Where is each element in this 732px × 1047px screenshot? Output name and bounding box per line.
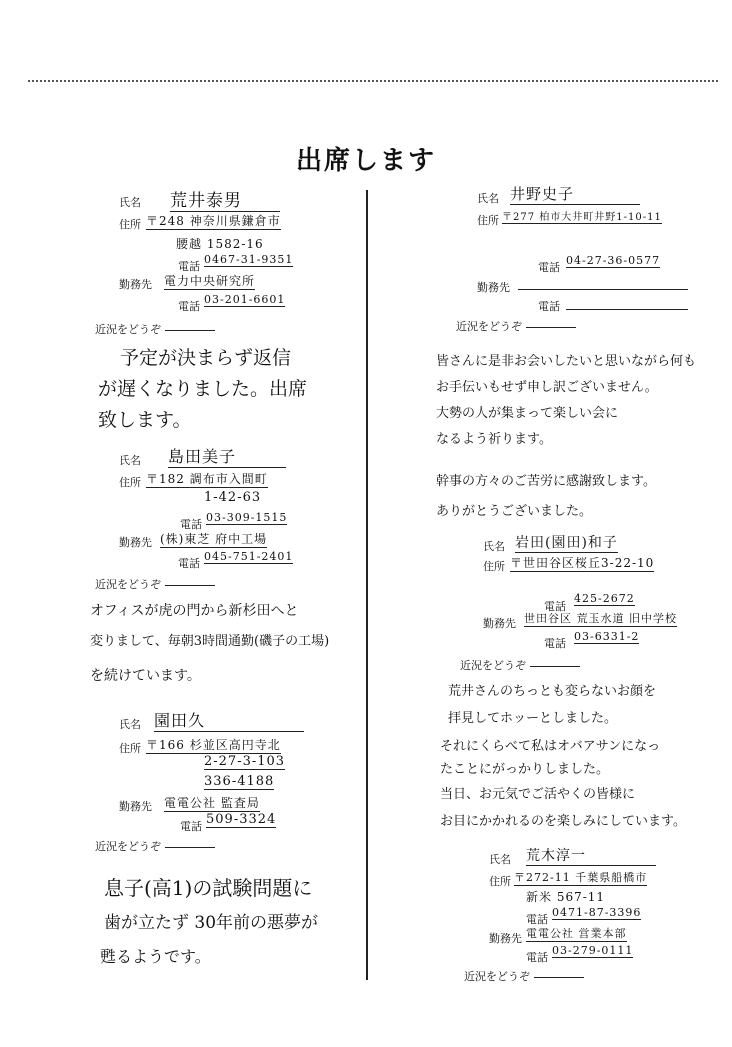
phone-label: 電話 (178, 260, 200, 273)
address-label: 住所 (483, 560, 505, 573)
message-line: 息子(高1)の試験問題に (104, 876, 313, 900)
phone-value: 0471-87-3396 (552, 906, 642, 919)
phone-label: 電話 (526, 913, 548, 926)
work-phone-value: 03-201-6601 (204, 293, 286, 306)
address-line-2: 腰越 1582-16 (176, 237, 264, 251)
phone-value: 03-309-1515 (206, 511, 288, 524)
message-line: 拝見してホッーとしました。 (448, 711, 618, 726)
work-label: 勤務先 (477, 281, 510, 294)
message-line: お手伝いもせず申し訳ございません。 (436, 380, 658, 395)
message-line: ありがとうございました。 (436, 504, 593, 519)
name-label: 氏名 (489, 853, 511, 866)
work-value (518, 276, 688, 290)
message-line: 予定が決まらず返信 (120, 347, 292, 369)
message-line: それにくらべて私はオバアサンになっ (440, 739, 661, 754)
name-value: 島田美子 (168, 444, 286, 468)
name-value: 荒木淳一 (526, 845, 656, 866)
recent-label: 近況をどうぞ (460, 657, 580, 673)
work-label: 勤務先 (483, 617, 516, 630)
work-phone-value: 509-3324 (206, 812, 277, 827)
work-value: 世田谷区 荒玉水道 旧中学校 (524, 612, 677, 625)
name-value: 岩田(園田)和子 (515, 532, 618, 553)
address-label: 住所 (119, 742, 141, 755)
address-line-1: 〒182 調布市入間町 (146, 472, 268, 486)
message-line: 幹事の方々のご苦労に感謝致します。 (436, 474, 656, 489)
name-label: 氏名 (483, 540, 505, 553)
address-line-2: 2-27-3-103 (204, 754, 286, 769)
message-line: 当日、お元気でご活やくの皆様に (440, 787, 636, 802)
work-phone-value: 03-6331-2 (574, 630, 640, 643)
work-phone-label: 電話 (526, 951, 548, 964)
recent-label: 近況をどうぞ (456, 318, 576, 334)
work-phone-value: 045-751-2401 (204, 550, 294, 563)
name-label: 氏名 (119, 196, 141, 209)
dotted-rule (28, 80, 718, 82)
address-line-1: 〒248 神奈川県鎌倉市 (146, 214, 281, 228)
work-phone-value (566, 296, 688, 310)
work-value: 電電公社 営業本部 (526, 927, 627, 940)
work-phone-label: 電話 (178, 557, 200, 570)
message-line: 大勢の人が集まって楽しい会に (436, 406, 619, 421)
message-line: 甦るようです。 (100, 947, 211, 966)
work-label: 勤務先 (119, 536, 152, 549)
phone-value: 0467-31-9351 (204, 253, 294, 266)
message-line: 皆さんに是非お会いしたいと思いながら何も (436, 354, 697, 369)
work-phone-label: 電話 (180, 820, 202, 833)
name-label: 氏名 (119, 718, 141, 731)
recent-label: 近況をどうぞ (95, 576, 215, 592)
address-line-1: 〒277 柏市大井町井野1-10-11 (502, 208, 662, 224)
address-label: 住所 (119, 476, 141, 489)
name-value: 井野史子 (510, 183, 640, 205)
work-phone-label: 電話 (178, 300, 200, 313)
address-line-1: 〒世田谷区桜丘3-22-10 (510, 556, 655, 570)
work-value: (株)東芝 府中工場 (160, 532, 268, 546)
column-divider (366, 190, 368, 980)
address-label: 住所 (119, 218, 141, 231)
message-line: オフィスが虎の門から新杉田へと (90, 603, 299, 619)
message-line: 歯が立たず 30年前の悪夢が (104, 913, 319, 933)
phone-value: 336-4188 (204, 774, 275, 789)
name-value: 荒井泰男 (170, 186, 280, 212)
address-label: 住所 (477, 214, 499, 227)
message-line: が遅くなりました。出席 (98, 378, 308, 400)
address-line-1: 〒272-11 千葉県船橋市 (514, 871, 648, 884)
message-line: たことにがっかりしました。 (440, 762, 610, 777)
message-line: 荒井さんのちっとも変らないお顔を (448, 684, 657, 699)
recent-label: 近況をどうぞ (464, 968, 584, 984)
page-title: 出席します (295, 146, 436, 176)
phone-value: 425-2672 (574, 592, 635, 605)
message-line: 変りまして、毎朝3時間通勤(磯子の工場) (90, 634, 330, 649)
recent-label: 近況をどうぞ (95, 321, 215, 337)
phone-label: 電話 (180, 518, 202, 531)
recent-label: 近況をどうぞ (95, 838, 215, 854)
address-line-2: 1-42-63 (204, 490, 262, 505)
work-value: 電電公社 監査局 (164, 796, 260, 810)
work-phone-label: 電話 (544, 637, 566, 650)
work-label: 勤務先 (119, 800, 152, 813)
message-line: お目にかかれるのを楽しみにしています。 (440, 814, 686, 829)
phone-label: 電話 (538, 261, 560, 274)
name-label: 氏名 (477, 192, 499, 205)
name-value: 園田久 (154, 708, 304, 732)
message-line: 致します。 (98, 409, 192, 431)
work-label: 勤務先 (119, 278, 152, 291)
work-phone-label: 電話 (538, 300, 560, 313)
address-line-2: 新米 567-11 (526, 890, 606, 904)
message-line: なるよう祈ります。 (436, 432, 552, 447)
work-value: 電力中央研究所 (164, 274, 256, 288)
name-label: 氏名 (119, 454, 141, 467)
phone-value: 04-27-36-0577 (566, 254, 661, 267)
message-line: を続けています。 (90, 668, 201, 684)
address-label: 住所 (489, 875, 511, 888)
address-line-1: 〒166 杉並区高円寺北 (146, 738, 281, 752)
phone-label: 電話 (544, 600, 566, 613)
work-label: 勤務先 (489, 932, 522, 945)
work-phone-value: 03-279-0111 (552, 944, 634, 957)
